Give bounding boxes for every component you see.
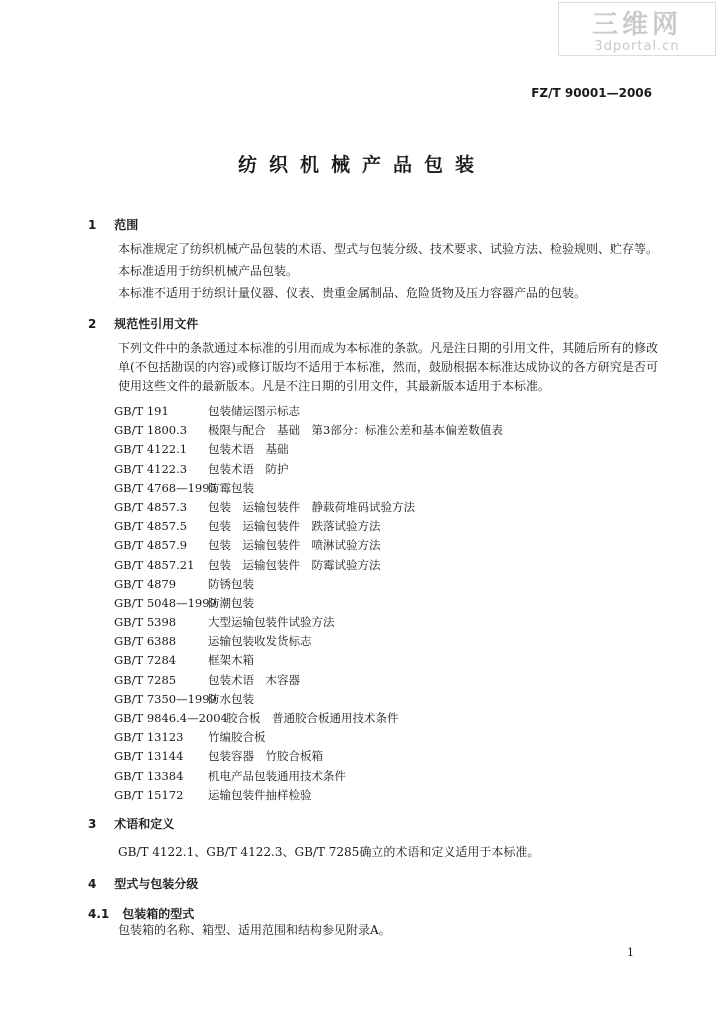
- section-1-number: 1: [88, 218, 97, 232]
- reference-list: [114, 402, 503, 805]
- reference-item: GB/T 9846.4—2004胶合板 普通胶合板通用技术条件: [114, 711, 399, 725]
- reference-item: GB/T 7284 框架木箱: [114, 653, 254, 668]
- subsection-4-1-number: 4.1: [88, 907, 110, 921]
- section-1-heading: [88, 216, 138, 233]
- watermark-main: 三维网: [591, 10, 682, 40]
- section-2-number: 2: [88, 317, 97, 331]
- reference-item: GB/T 15172 运输包装件抽样检验: [114, 787, 312, 802]
- reference-item: GB/T 13144 包装容器 竹胶合板箱: [114, 749, 323, 764]
- reference-item: GB/T 4857.5 包装 运输包装件 跌落试验方法: [114, 519, 381, 534]
- reference-item: GB/T 5048—1999防潮包装: [114, 595, 254, 610]
- reference-item: GB/T 4122.1 包装术语 基础: [114, 442, 289, 457]
- section-1-para-2: 本标准适用于纺织机械产品包装。: [118, 264, 299, 278]
- section-3-para: GB/T 4122.1、GB/T 4122.3、GB/T 7285确立的术语和定义适用于本标准。: [118, 845, 540, 859]
- reference-item: GB/T 4122.3 包装术语 防护: [114, 461, 289, 476]
- subsection-4-1-heading: [88, 905, 194, 922]
- reference-item: GB/T 13384 机电产品包装通用技术条件: [114, 768, 346, 783]
- section-1-para-3: 本标准不适用于纺织计量仪器、仪表、贵重金属制品、危险货物及压力容器产品的包装。: [118, 286, 587, 300]
- section-2-title: 规范性引用文件: [114, 317, 199, 331]
- section-3-number: 3: [88, 817, 97, 831]
- reference-item: GB/T 4857.3 包装 运输包装件 静载荷堆码试验方法: [114, 499, 415, 514]
- reference-item: GB/T 5398 大型运输包装件试验方法: [114, 615, 335, 630]
- reference-item: GB/T 191 包装储运图示标志: [114, 404, 300, 418]
- reference-item: GB/T 4857.21 包装 运输包装件 防霉试验方法: [114, 557, 381, 572]
- section-2-heading: [88, 315, 198, 332]
- section-1-para-1: 本标准规定了纺织机械产品包装的术语、型式与包装分级、技术要求、试验方法、检验规则、贮存等。: [118, 242, 659, 256]
- section-3-title: 术语和定义: [114, 817, 175, 831]
- watermark-logo: [558, 2, 716, 56]
- reference-item: GB/T 1800.3 极限与配合 基础 第3部分：标准公差和基本偏差数值表: [114, 423, 503, 438]
- document-title: 纺织机械产品包装: [237, 154, 486, 176]
- reference-item: GB/T 7350—1999防水包装: [114, 691, 254, 706]
- reference-item: GB/T 4879 防锈包装: [114, 576, 254, 591]
- reference-item: GB/T 7285 包装术语 木容器: [114, 672, 300, 687]
- page-number: 1: [627, 946, 634, 959]
- reference-item: GB/T 4768—1995防霉包装: [114, 480, 254, 495]
- section-2-intro: 下列文件中的条款通过本标准的引用而成为本标准的条款。凡是注日期的引用文件，其随后所有的修改单(不包括勘误的内容)或修订版均不适用于本标准，然而，鼓励根据本标准达成协议的各方研究是否可使用这些文件的最新版本。凡是不注日期的引用文件，其最新版本适用于本标准。: [118, 341, 659, 393]
- reference-item: GB/T 6388 运输包装收发货标志: [114, 634, 312, 649]
- section-1-title: 范围: [114, 218, 139, 232]
- section-4-number: 4: [88, 877, 97, 891]
- subsection-4-1-title: 包装箱的型式: [122, 907, 195, 921]
- watermark-sub: 3dportal.cn: [594, 39, 680, 54]
- subsection-4-1-para: 包装箱的名称、箱型、适用范围和结构参见附录A。: [118, 923, 391, 937]
- reference-item: GB/T 13123 竹编胶合板: [114, 730, 266, 745]
- document-number: FZ/T 90001—2006: [531, 86, 652, 100]
- reference-item: GB/T 4857.9 包装 运输包装件 喷淋试验方法: [114, 538, 381, 553]
- section-4-title: 型式与包装分级: [114, 877, 199, 891]
- section-4-heading: [88, 875, 198, 892]
- section-3-heading: [88, 815, 174, 832]
